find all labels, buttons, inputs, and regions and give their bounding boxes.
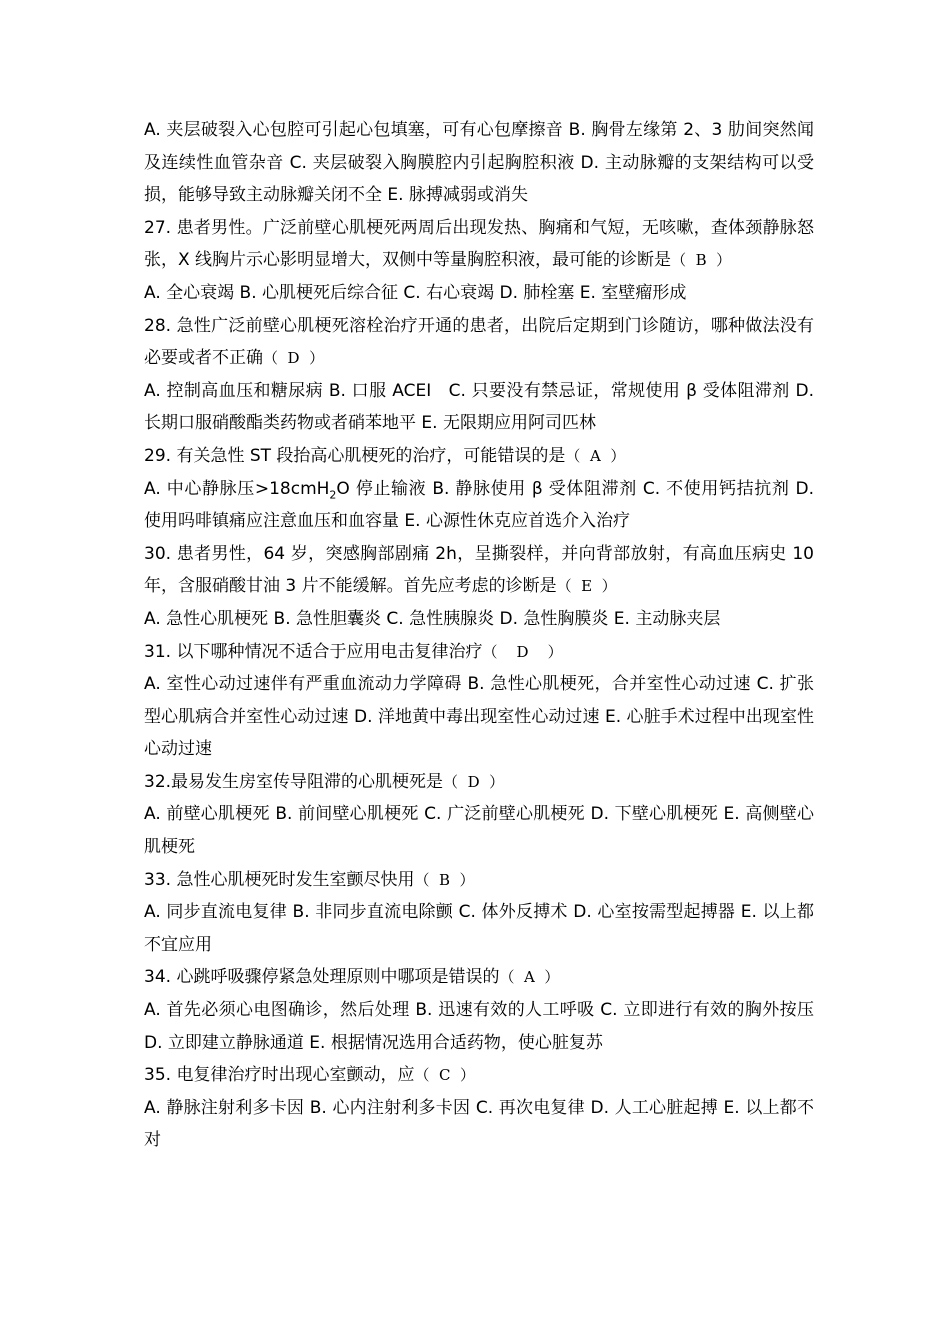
options-text: A. 室性心动过速伴有严重血流动力学障碍 B. 急性心肌梗死，合并室性心动过速 C. 扩张型心肌病合并室性心动过速 D. 洋地黄中毒出现室性心动过速 E. 心脏手术过程中出现室性心动过速 [144,674,814,760]
answer-key: （ B ） [671,251,732,270]
answer-options-29 [144,473,814,538]
question-27 [144,212,814,277]
question-32 [144,766,814,799]
options-text: A. 首先必须心电图确诊，然后处理 B. 迅速有效的人工呼吸 C. 立即进行有效的胸外按压 D. 立即建立静脉通道 E. 根据情况选用合适药物，使心脏复苏 [144,1000,814,1053]
question-29 [144,440,814,473]
question-text: 29. 有关急性 ST 段抬高心肌梗死的治疗，可能错误的是 [144,445,566,466]
question-text: 30. 患者男性，64 岁，突感胸部剧痛 2h，呈撕裂样，并向背部放射，有高血压病史 10 年，含服硝酸甘油 3 片不能缓解。首先应考虑的诊断是 [144,543,814,597]
options-text: O 停止输液 B. 静脉使用 β 受体阻滞剂 C. 不使用钙拮抗剂 D. 使用吗啡镇痛应注意血压和血容量 E. 心源性休克应首选介入治疗 [144,478,814,532]
subscript: 2 [329,487,337,501]
question-35 [144,1059,814,1092]
question-text: 28. 急性广泛前壁心肌梗死溶栓治疗开通的患者，出院后定期到门诊随访，哪种做法没有必要或者不正确 [144,315,814,369]
options-text: A. 夹层破裂入心包腔可引起心包填塞，可有心包摩擦音 B. 胸骨左缘第 2、3 肋间突然闻及连续性血管杂音 C. 夹层破裂入胸膜腔内引起胸腔积液 D. 主动脉瓣的支架结构可以受损，能够导致主动脉瓣关闭不全 E. 脉搏减弱或消失 [144,120,814,206]
answer-key: （ E ） [556,577,617,596]
answer-options-30 [144,603,814,636]
answer-options-28 [144,375,820,440]
answer-key: （ C ） [414,1066,476,1085]
answer-options-32 [144,798,814,863]
answer-options-27 [144,277,814,310]
options-text: A. 全心衰竭 B. 心肌梗死后综合征 C. 右心衰竭 D. 肺栓塞 E. 室壁瘤形成 [144,282,687,303]
answer-key: （ D ） [263,349,325,368]
answer-key: （ A ） [499,968,560,987]
options-text: A. 同步直流电复律 B. 非同步直流电除颤 C. 体外反搏术 D. 心室按需型起搏器 E. 以上都不宜应用 [144,902,814,955]
answer-key: （ D ） [443,772,505,791]
question-31 [144,636,814,669]
document-body [144,114,820,1157]
question-text: 32.最易发生房室传导阻滞的心肌梗死是 [144,771,444,792]
options-text: A. 前壁心肌梗死 B. 前间壁心肌梗死 C. 广泛前壁心肌梗死 D. 下壁心肌梗死 E. 高侧壁心肌梗死 [144,804,814,858]
options-text: A. 控制高血压和糖尿病 B. 口服 ACEI C. 只要没有禁忌证，常规使用 β 受体阻滞剂 D. 长期口服硝酸酯类药物或者硝苯地平 E. 无限期应用阿司匹林 [144,380,820,434]
answer-options-35 [144,1092,814,1157]
question-28 [144,310,814,375]
options-text-pre: A. 中心静脉压>18cmH [144,478,330,499]
answer-key: （ A ） [565,446,626,465]
answer-options-31 [144,668,814,766]
options-text: A. 急性心肌梗死 B. 急性胆囊炎 C. 急性胰腺炎 D. 急性胸膜炎 E. 主动脉夹层 [144,608,721,629]
question-30 [144,538,814,603]
question-34 [144,961,814,994]
answer-key: （ D ） [482,642,563,661]
answer-options-34 [144,994,814,1059]
options-text: A. 静脉注射利多卡因 B. 心内注射利多卡因 C. 再次电复律 D. 人工心脏起搏 E. 以上都不对 [144,1097,814,1151]
question-text: 34. 心跳呼吸骤停紧急处理原则中哪项是错误的 [144,967,500,988]
answer-options-26 [144,114,814,212]
question-33 [144,864,814,897]
answer-key: （ B ） [414,870,475,889]
question-text: 33. 急性心肌梗死时发生室颤尽快用 [144,869,415,890]
question-text: 31. 以下哪种情况不适合于应用电击复律治疗 [144,641,483,662]
question-text: 35. 电复律治疗时出现心室颤动，应 [144,1065,415,1086]
answer-options-33 [144,896,814,961]
question-text: 27. 患者男性。广泛前壁心肌梗死两周后出现发热、胸痛和气短，无咳嗽，查体颈静脉怒张，X 线胸片示心影明显增大，双侧中等量胸腔积液，最可能的诊断是 [144,217,814,271]
